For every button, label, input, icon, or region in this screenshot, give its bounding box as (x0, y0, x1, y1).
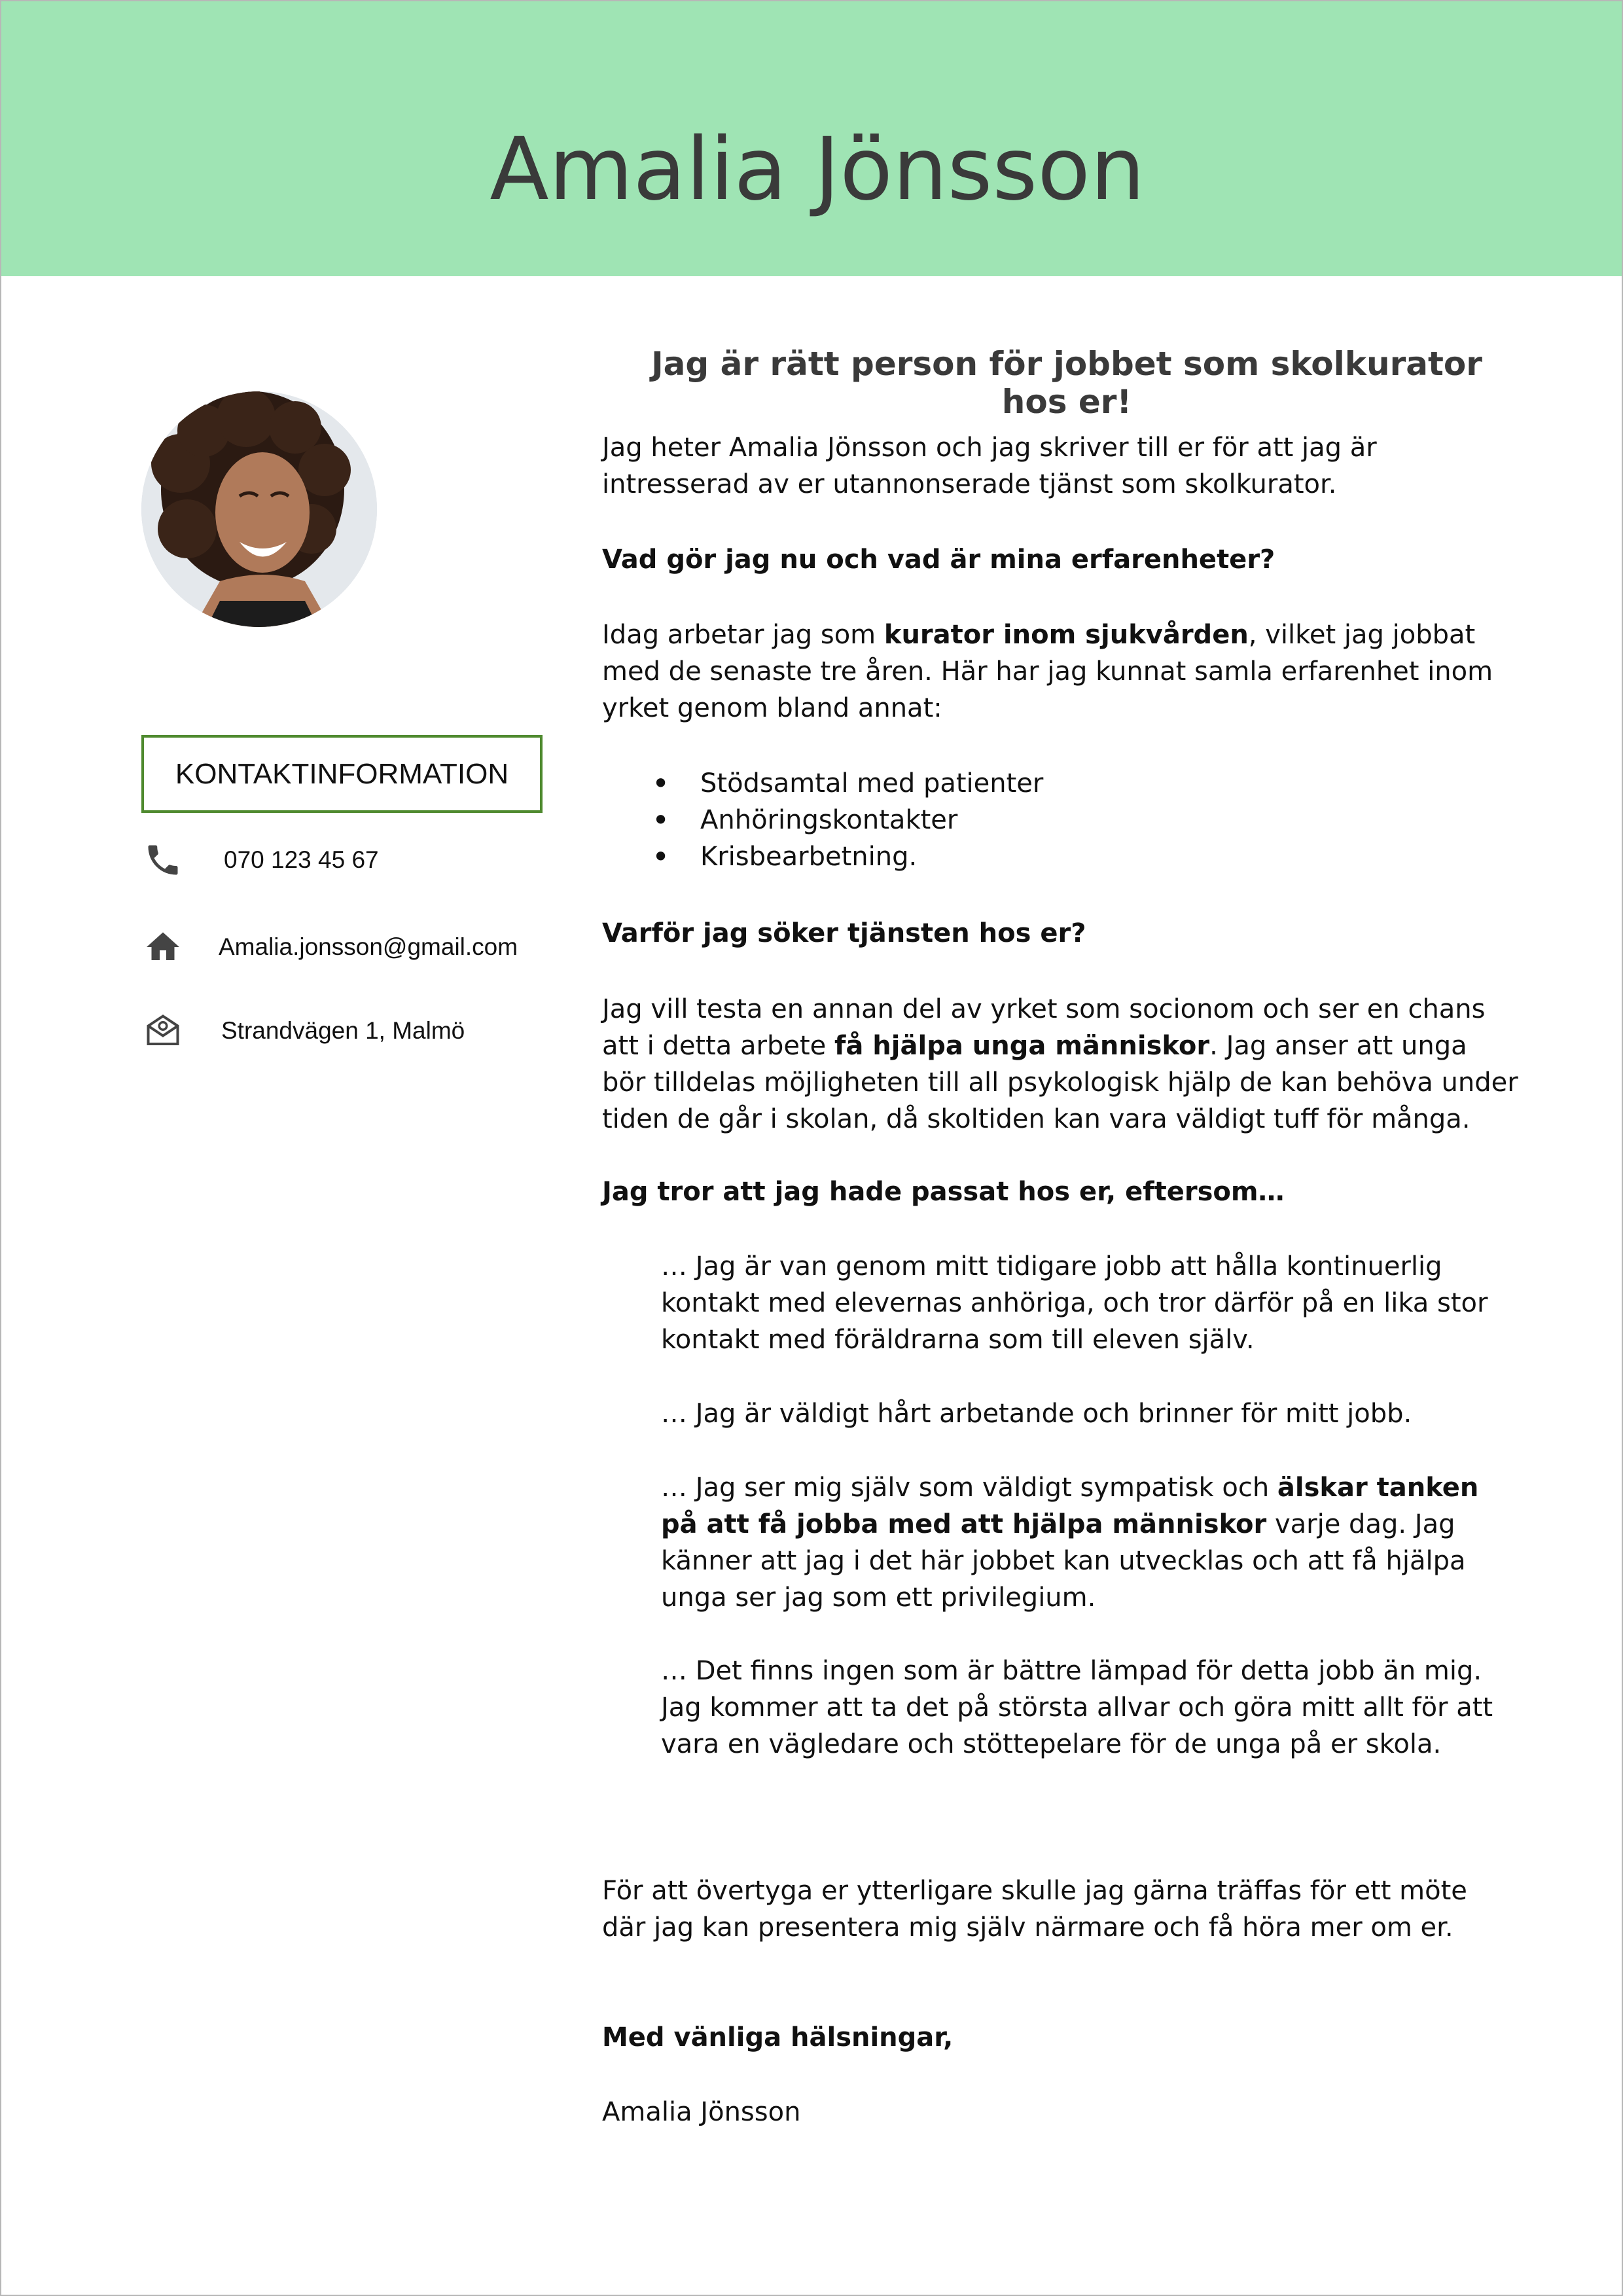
greeting: Med vänliga hälsningar, (602, 2022, 954, 2053)
intro-paragraph: Jag heter Amalia Jönsson och jag skriver till er för att jag är intresserad av er utannonserade tjänst som skolkurator. (602, 433, 1377, 499)
experience-paragraph: Idag arbetar jag som kurator inom sjukvården, vilket jag jobbat med de senaste tre åren. Här har jag kunnat samla erfarenhet inom yrket genom bland annat: (602, 620, 1493, 723)
reason-1: … Jag är van genom mitt tidigare jobb att hålla kontinuerlig kontakt med elevernas anhöriga, och tror därför på en lika stor kontakt med föräldrarna som till eleven själv. (661, 1251, 1488, 1355)
heading-experience: Vad gör jag nu och vad är mina erfarenheter? (602, 545, 1275, 575)
list-item: • Krisbearbetning. (602, 838, 1518, 875)
reason-2: … Jag är väldigt hårt arbetande och brinner för mitt jobb. (661, 1399, 1412, 1429)
heading-fit: Jag tror att jag hade passat hos er, eftersom… (602, 1177, 1285, 1207)
letter-title: Jag är rätt person för jobbet som skolkurator hos er! (651, 345, 1482, 421)
phone-number: 070 123 45 67 (224, 846, 379, 873)
why-paragraph: Jag vill testa en annan del av yrket som socionom och ser en chans att i detta arbete få hjälpa unga människor. Jag anser att unga bör tilldelas möjligheten till all psykologisk hjälp de kan behöva under tiden de går i skolan, då skoltiden kan vara väldigt tuff för många. (602, 994, 1518, 1134)
email-address: Amalia.jonsson@gmail.com (219, 933, 518, 960)
portrait-image (141, 391, 377, 627)
home-icon (141, 925, 185, 969)
postal-address: Strandvägen 1, Malmö (221, 1017, 465, 1044)
experience-list (602, 765, 1518, 875)
contact-phone (141, 837, 379, 883)
heading-why: Varför jag söker tjänsten hos er? (602, 918, 1086, 948)
list-item: • Anhöringskontakter (602, 802, 1518, 838)
contact-email (141, 924, 518, 970)
contact-address (141, 1008, 465, 1054)
reason-3: … Jag ser mig själv som väldigt sympatisk och älskar tanken på att få jobba med att hjälpa människor varje dag. Jag känner att jag i det här jobbet kan utvecklas och att få hjälpa unga ser jag som ett privilegium. (661, 1473, 1479, 1613)
sidebar (1, 1, 577, 2295)
contact-heading: KONTAKTINFORMATION (141, 735, 543, 813)
reason-4: … Det finns ingen som är bättre lämpad för detta jobb än mig. Jag kommer att ta det på största allvar och göra mitt allt för att vara en vägledare och stöttepelare för de unga på er skola. (661, 1656, 1493, 1759)
list-item: • Stödsamtal med patienter (602, 765, 1518, 802)
applicant-name: Amalia Jönsson (490, 119, 1145, 220)
mail-icon (141, 1009, 185, 1052)
signature: Amalia Jönsson (602, 2097, 801, 2127)
phone-icon (141, 838, 185, 882)
closing-paragraph: För att övertyga er ytterligare skulle jag gärna träffas för ett möte där jag kan presentera mig själv närmare och få höra mer om er. (602, 1876, 1467, 1943)
avatar (141, 391, 377, 627)
